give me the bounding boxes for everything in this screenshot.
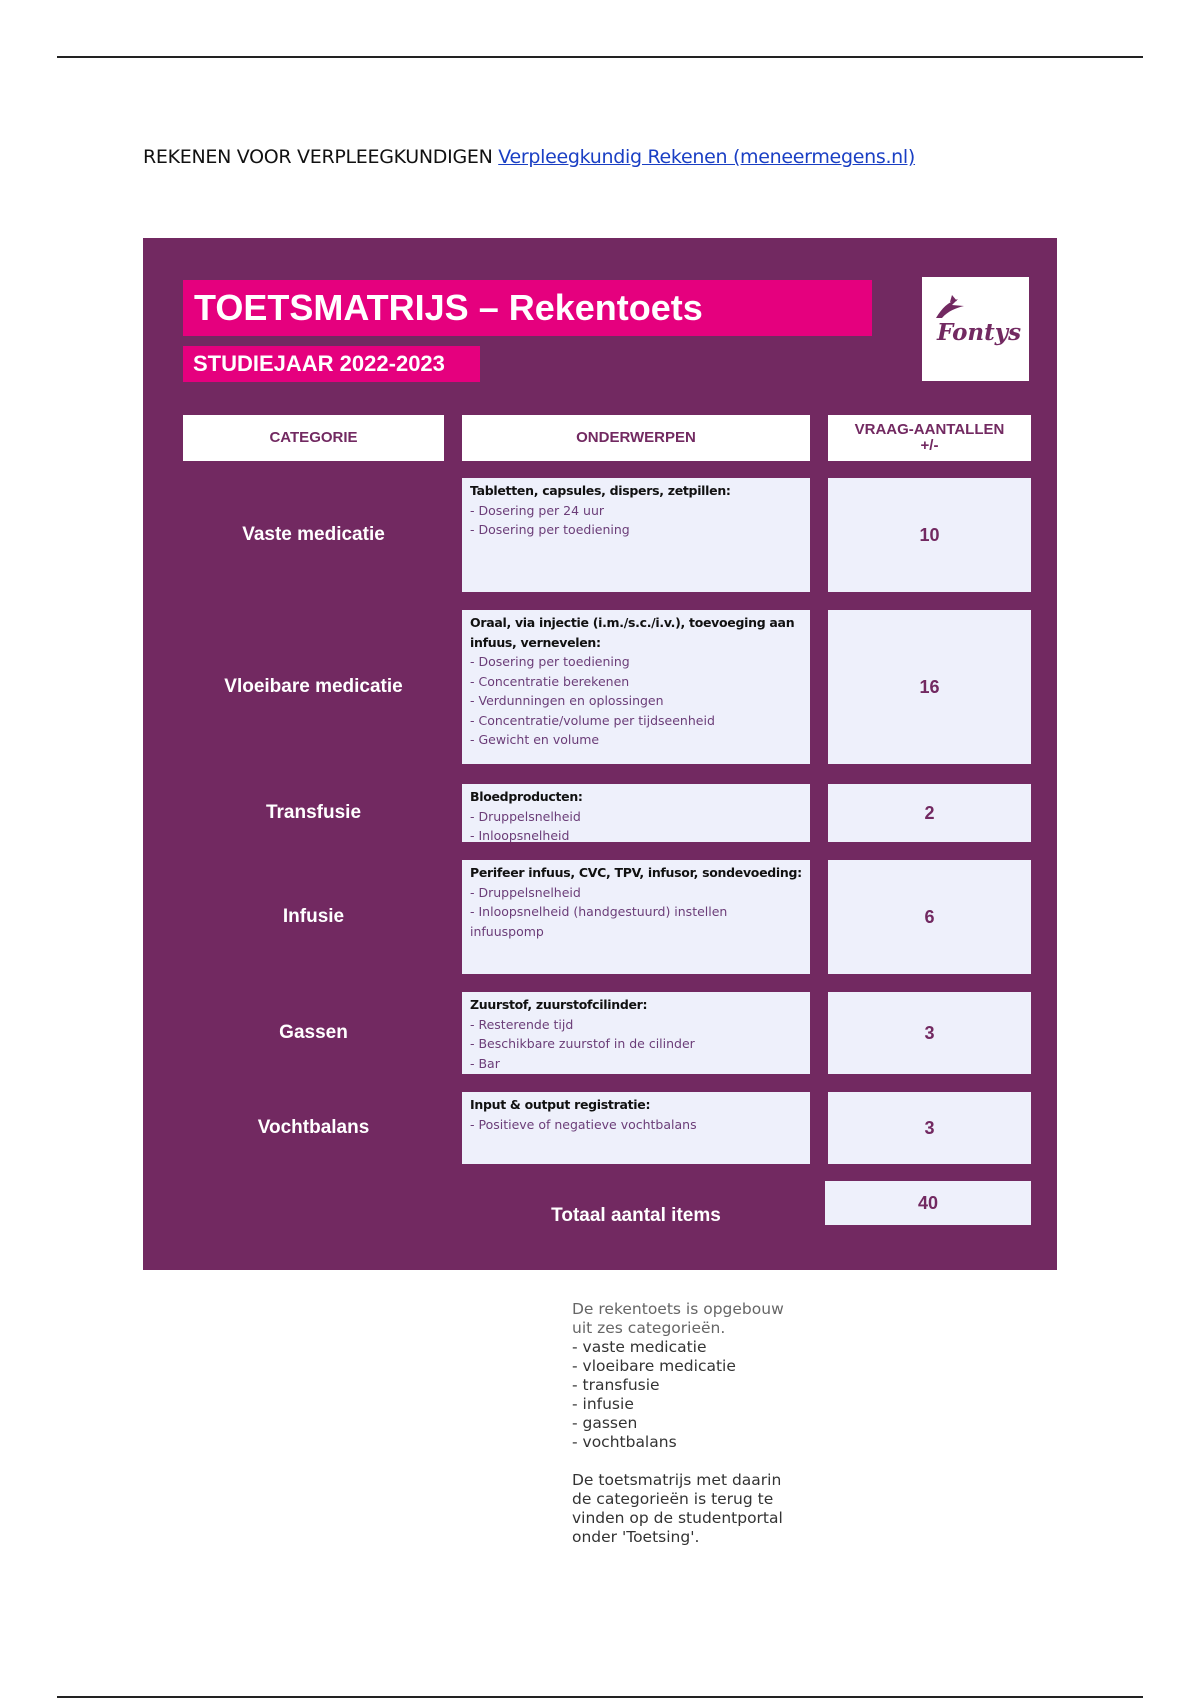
topic-head: Bloedproducten: <box>470 789 583 804</box>
total-count: 40 <box>825 1181 1031 1225</box>
intro-line <box>143 146 915 168</box>
topic-line: - Druppelsnelheid <box>470 884 581 900</box>
notes-item: - vloeibare medicatie <box>572 1357 736 1375</box>
category-infusie: Infusie <box>282 906 345 927</box>
fontys-wordmark: Fontys <box>937 319 1022 346</box>
topic-line: - Bar <box>470 1055 500 1071</box>
header-count-sub: +/- <box>920 437 939 454</box>
topic-line: - Dosering per 24 uur <box>470 502 605 518</box>
topic-line: - Verdunningen en oplossingen <box>470 693 664 708</box>
category-vochtbalans: Vochtbalans <box>257 1117 370 1138</box>
count-vochtbalans: 3 <box>828 1092 1031 1164</box>
count-vloeibare-medicatie: 16 <box>828 610 1031 764</box>
topics-infusie <box>462 860 810 974</box>
fontys-logo <box>922 277 1029 381</box>
top-rule <box>57 56 1143 58</box>
fontys-mark-icon <box>928 291 978 321</box>
topics-vloeibare-medicatie <box>462 610 810 764</box>
topic-line: - Positieve of negatieve vochtbalans <box>470 1116 697 1132</box>
meneermegens-link[interactable]: Verpleegkundig Rekenen (meneermegens.nl) <box>498 146 916 168</box>
topic-head: Perifeer infuus, CVC, TPV, infusor, sondevoeding: <box>470 865 802 880</box>
header-onderwerpen: ONDERWERPEN <box>462 415 810 461</box>
topic-head: Tabletten, capsules, dispers, zetpillen: <box>470 483 731 498</box>
toetsmatrijs-panel <box>143 238 1057 1270</box>
header-vraag-aantallen <box>828 415 1031 461</box>
study-year: STUDIEJAAR 2022-2023 <box>183 346 480 382</box>
topics-gassen <box>462 992 810 1074</box>
category-vaste-medicatie: Vaste medicatie <box>242 524 385 545</box>
category-vloeibare-medicatie: Vloeibare medicatie <box>224 676 403 697</box>
topic-line: - Beschikbare zuurstof in de cilinder <box>470 1036 695 1051</box>
notes-item: - infusie <box>572 1395 634 1413</box>
notes-spacer <box>572 1452 792 1471</box>
total-label: Totaal aantal items <box>551 1205 721 1226</box>
header-count-label: VRAAG-AANTALLEN <box>854 420 1005 438</box>
category-transfusie: Transfusie <box>265 802 362 823</box>
notes-item: - vaste medicatie <box>572 1338 707 1356</box>
count-vaste-medicatie: 10 <box>828 478 1031 592</box>
matrix-title: TOETSMATRIJS – Rekentoets <box>183 280 872 336</box>
bottom-rule <box>57 1696 1143 1698</box>
topic-line: - Concentratie berekenen <box>470 673 630 689</box>
count-gassen: 3 <box>828 992 1031 1074</box>
notes-closing: De toetsmatrijs met daarin de categorieën is terug te vinden op de studentportal onder 'Toetsing'. <box>572 1471 783 1546</box>
topics-vochtbalans <box>462 1092 810 1164</box>
count-infusie: 6 <box>828 860 1031 974</box>
topics-transfusie <box>462 784 810 842</box>
topics-vaste-medicatie <box>462 478 810 592</box>
topic-line: - Resterende tijd <box>470 1016 574 1032</box>
topic-line: - Dosering per toediening <box>470 522 630 537</box>
intro-text: REKENEN VOOR VERPLEEGKUNDIGEN <box>143 146 493 168</box>
topic-head: Input & output registratie: <box>470 1097 651 1112</box>
header-categorie: CATEGORIE <box>183 415 444 461</box>
notes-intro: uit zes categorieën. <box>572 1319 726 1337</box>
topic-line: - Inloopsnelheid (handgestuurd) instellen infuuspomp <box>470 904 728 939</box>
notes-item: - gassen <box>572 1414 638 1432</box>
category-gassen: Gassen <box>279 1022 348 1043</box>
topic-line: - Dosering per toediening <box>470 654 630 669</box>
notes-clipped-line: De rekentoets is opgebouw <box>572 1300 784 1318</box>
notes-block <box>572 1300 792 1547</box>
notes-item: - vochtbalans <box>572 1433 677 1451</box>
topic-line: - Concentratie/volume per tijdseenheid <box>470 712 715 728</box>
topic-head: Zuurstof, zuurstofcilinder: <box>470 997 648 1012</box>
topic-line: - Gewicht en volume <box>470 732 600 747</box>
notes-item: - transfusie <box>572 1376 660 1394</box>
count-transfusie: 2 <box>828 784 1031 842</box>
topic-head: Oraal, via injectie (i.m./s.c./i.v.), toevoeging aan infuus, vernevelen: <box>470 615 795 650</box>
topic-line: - Druppelsnelheid <box>470 808 581 824</box>
topic-line: - Inloopsnelheid <box>470 828 570 842</box>
